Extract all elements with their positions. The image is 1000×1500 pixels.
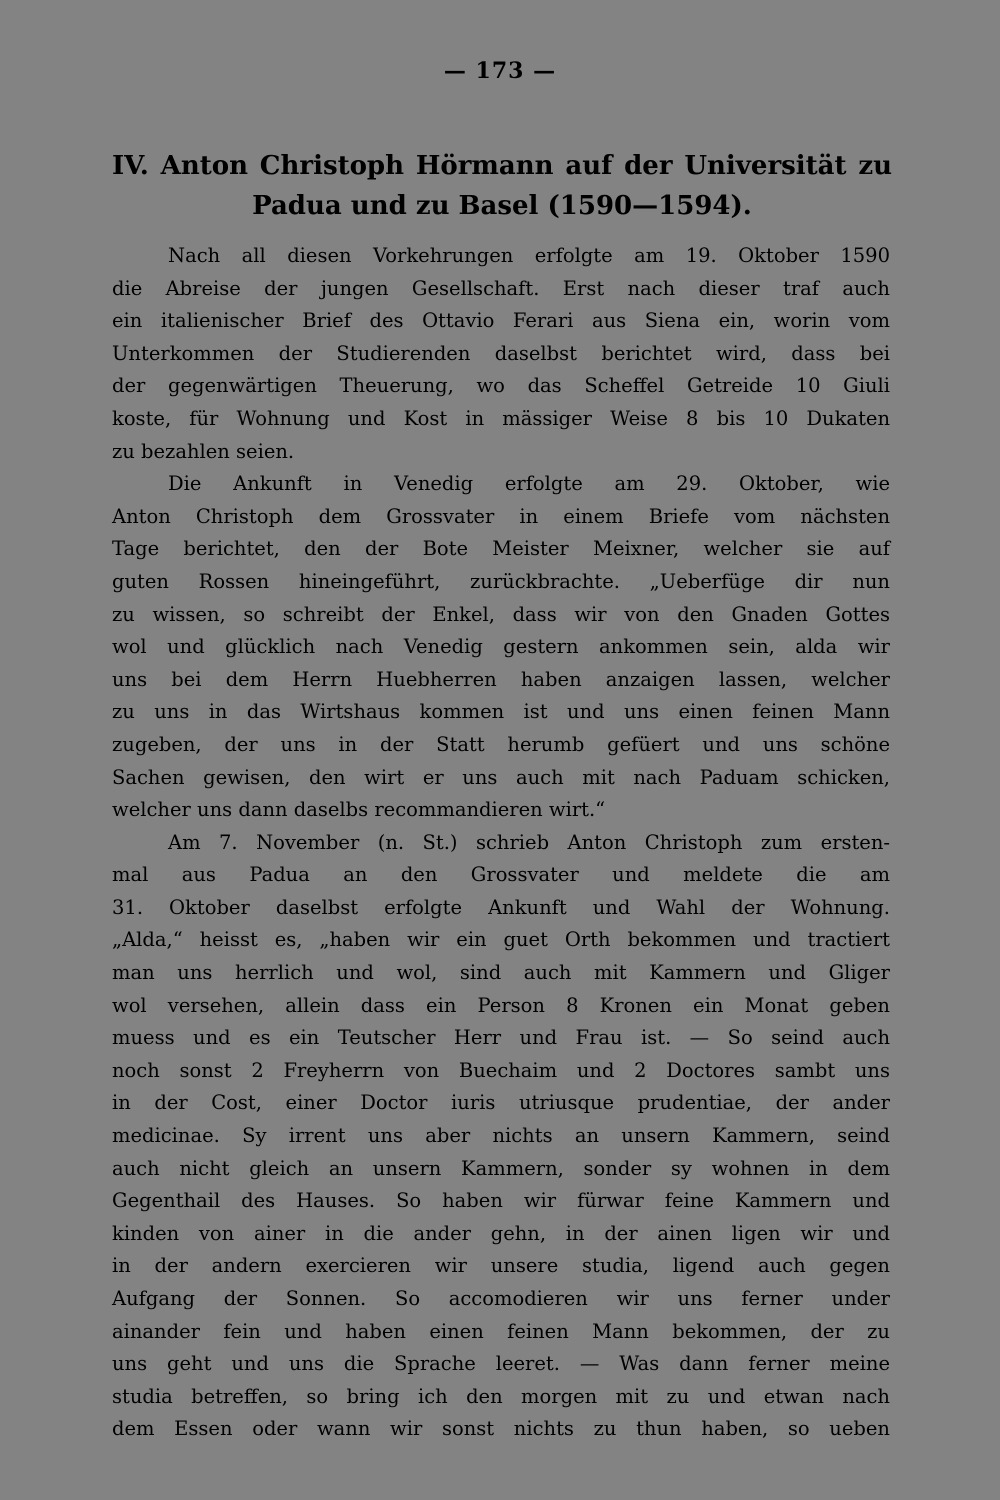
text-line: studia betreffen, so bring ich den morgen mit zu und etwan nach (112, 1384, 890, 1408)
text-line: 31. Oktober daselbst erfolgte Ankunft und Wahl der Wohnung. (112, 895, 890, 919)
text-line: muess und es ein Teutscher Herr und Frau ist. — So seind auch (112, 1026, 890, 1050)
chapter-heading-line-2: Padua und zu Basel (1590—1594). (252, 191, 752, 221)
text-line: zu wissen, so schreibt der Enkel, dass wir von den Gnaden Gottes (112, 602, 890, 626)
text-line: Aufgang der Sonnen. So accomodieren wir uns ferner under (112, 1287, 890, 1310)
text-line: noch sonst 2 Freyherrn von Buechaim und 2 Doctores sambt uns (112, 1058, 890, 1082)
chapter-heading-line-1: IV. Anton Christoph Hörmann auf der Universität zu (112, 151, 892, 181)
body-text (112, 240, 890, 1446)
page-number: — 173 — (443, 58, 557, 84)
text-line: der gegenwärtigen Theuerung, wo das Scheffel Getreide 10 Giuli (112, 374, 890, 398)
text-line: Nach all diesen Vorkehrungen erfolgte am 19. Oktober 1590 (168, 244, 890, 267)
text-line: in der andern exercieren wir unsere studia, ligend auch gegen (112, 1254, 890, 1278)
text-line: „Alda,“ heisst es, „haben wir ein guet Orth bekommen und tractiert (112, 928, 890, 952)
text-line: mal aus Padua an den Grossvater und meldete die am (112, 863, 890, 887)
text-line: wol und glücklich nach Venedig gestern ankommen sein, alda wir (112, 635, 890, 659)
chapter-heading (112, 146, 892, 226)
text-line: welcher uns dann daselbs recommandieren wirt.“ (112, 798, 606, 822)
text-line: medicinae. Sy irrent uns aber nichts an unsern Kammern, seind (112, 1124, 890, 1148)
text-line: kinden von ainer in die ander gehn, in der ainen ligen wir und (112, 1221, 890, 1245)
text-line: zugeben, der uns in der Statt herumb gefüert und uns schöne (112, 732, 890, 756)
text-line: koste, für Wohnung und Kost in mässiger Weise 8 bis 10 Dukaten (112, 406, 890, 430)
text-line: Anton Christoph dem Grossvater in einem Briefe vom nächsten (112, 504, 890, 528)
text-line: dem Essen oder wann wir sonst nichts zu thun haben, so ueben (112, 1417, 890, 1441)
text-line: ein italienischer Brief des Ottavio Ferari aus Siena ein, worin vom (112, 309, 890, 333)
text-line: uns geht und uns die Sprache leeret. — Was dann ferner meine (112, 1352, 890, 1376)
text-line: Unterkommen der Studierenden daselbst berichtet wird, dass bei (112, 341, 890, 365)
text-line: Die Ankunft in Venedig erfolgte am 29. Oktober, wie (168, 472, 890, 496)
text-line: Tage berichtet, den der Bote Meister Meixner, welcher sie auf (112, 537, 890, 561)
text-line: Am 7. November (n. St.) schrieb Anton Christoph zum ersten- (168, 830, 890, 854)
text-line: die Abreise der jungen Gesellschaft. Erst nach dieser traf auch (112, 276, 890, 300)
text-line: man uns herrlich und wol, sind auch mit Kammern und Gliger (112, 961, 890, 985)
text-line: zu bezahlen seien. (112, 439, 295, 463)
text-line: zu uns in das Wirtshaus kommen ist und uns einen feinen Mann (112, 700, 890, 724)
text-line: auch nicht gleich an unsern Kammern, sonder sy wohnen in dem (112, 1156, 890, 1180)
text-line: in der Cost, einer Doctor iuris utriusque prudentiae, der ander (112, 1091, 890, 1115)
text-line: Sachen gewisen, den wirt er uns auch mit nach Paduam schicken, (112, 765, 890, 789)
text-line: uns bei dem Herrn Huebherren haben anzaigen lassen, welcher (112, 667, 890, 691)
text-line: ainander fein und haben einen feinen Mann bekommen, der zu (112, 1319, 890, 1343)
text-line: Gegenthail des Hauses. So haben wir fürwar feine Kammern und (112, 1189, 890, 1213)
text-line: guten Rossen hineingeführt, zurückbrachte. „Ueberfüge dir nun (112, 569, 890, 593)
text-line: wol versehen, allein dass ein Person 8 Kronen ein Monat geben (112, 993, 890, 1017)
